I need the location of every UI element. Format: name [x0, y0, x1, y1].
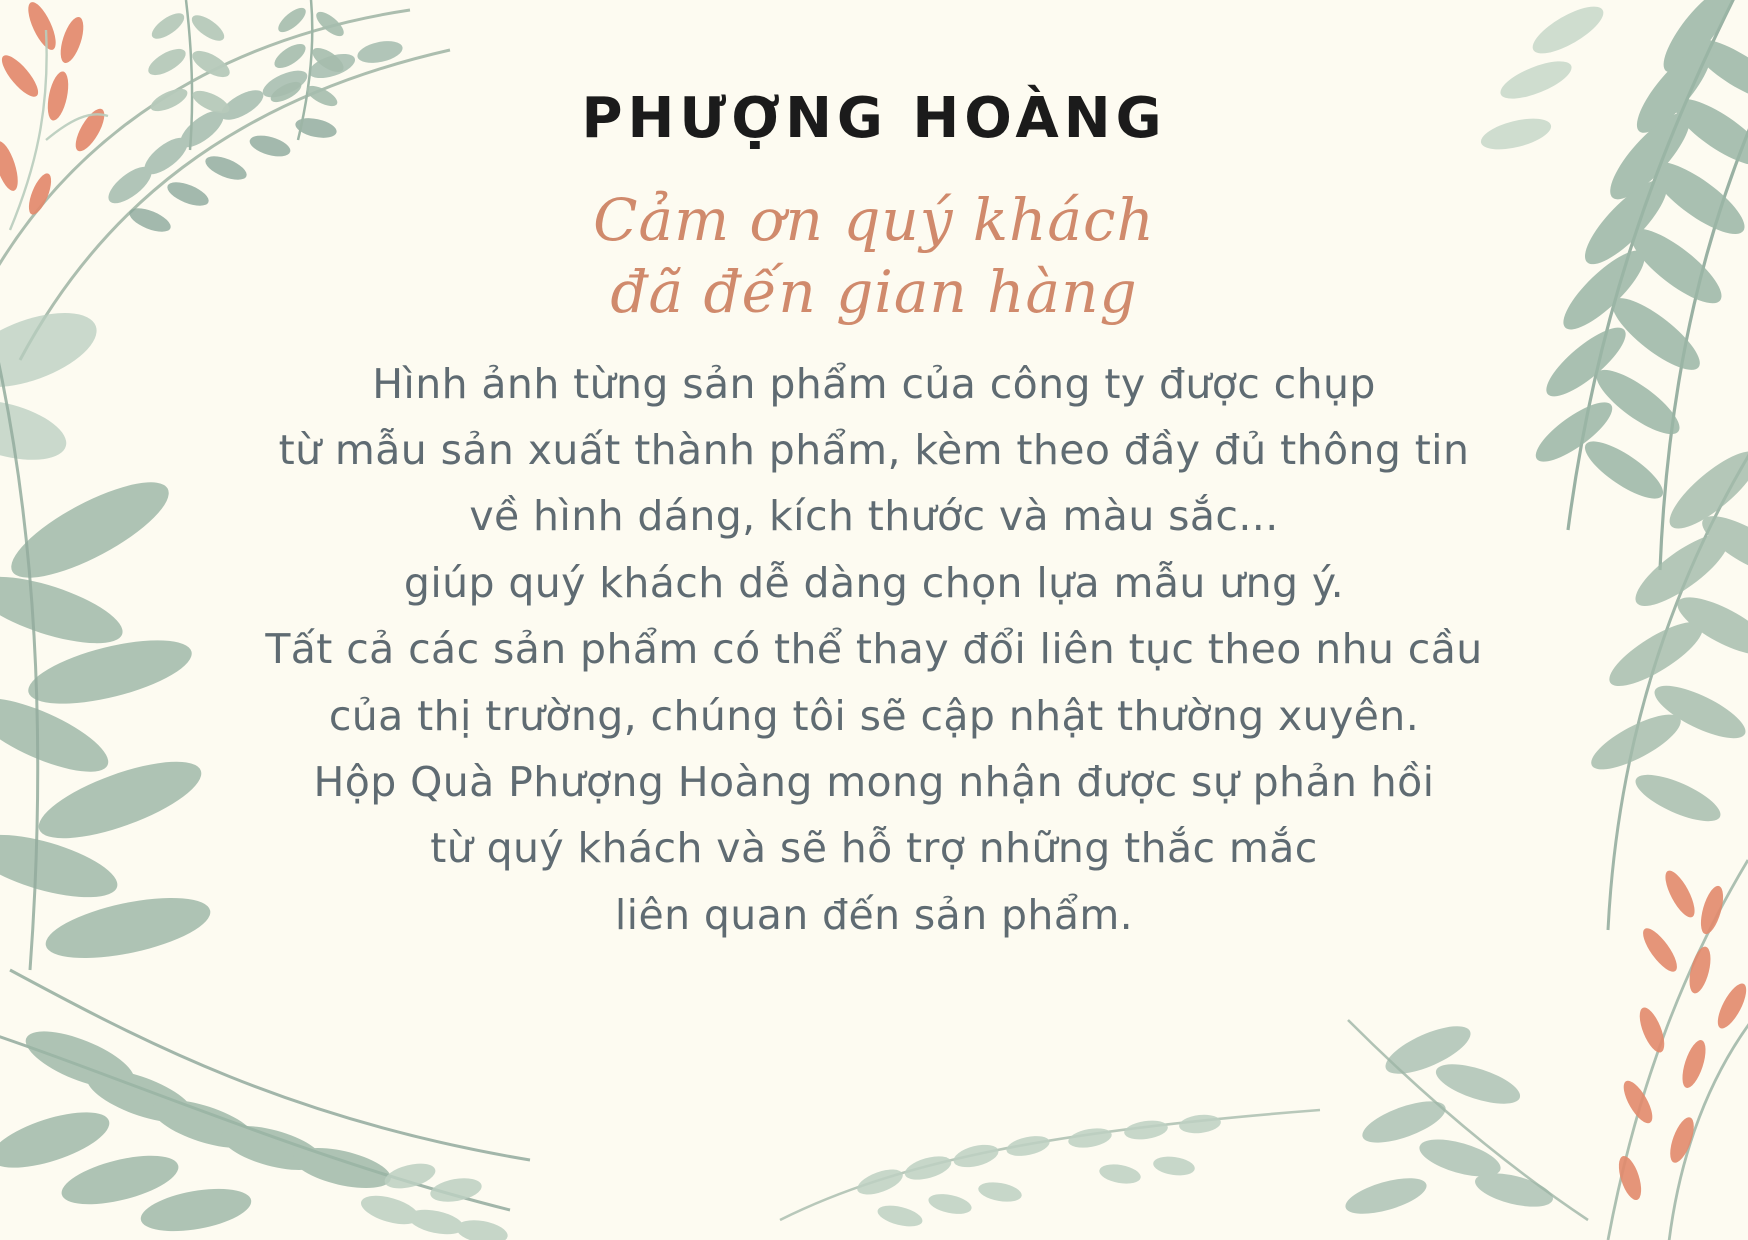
- body-line-5: Tất cả các sản phẩm có thể thay đổi liên tục theo nhu cầu: [265, 625, 1483, 674]
- body-line-9: liên quan đến sản phẩm.: [614, 890, 1134, 939]
- body-line-6: của thị trường, chúng tôi sẽ cập nhật thường xuyên.: [328, 691, 1420, 740]
- body-line-1: Hình ảnh từng sản phẩm của công ty được chụp: [372, 359, 1376, 408]
- body-line-7: Hộp Quà Phượng Hoàng mong nhận được sự phản hồi: [313, 758, 1435, 807]
- body-line-2: từ mẫu sản xuất thành phẩm, kèm theo đầy đủ thông tin: [278, 426, 1470, 474]
- body-line-4: giúp quý khách dễ dàng chọn lựa mẫu ưng ý.: [403, 558, 1345, 607]
- greeting-line-2: đã đến gian hàng: [610, 258, 1138, 327]
- body-line-3: về hình dáng, kích thước và màu sắc...: [469, 492, 1279, 541]
- page-title: PHƯỢNG HOÀNG: [581, 86, 1167, 151]
- body-line-8: từ quý khách và sẽ hỗ trợ những thắc mắc: [430, 824, 1318, 873]
- greeting-line-1: Cảm ơn quý khách: [593, 185, 1155, 254]
- greeting-script: [593, 184, 1155, 329]
- body-paragraph: [265, 351, 1482, 949]
